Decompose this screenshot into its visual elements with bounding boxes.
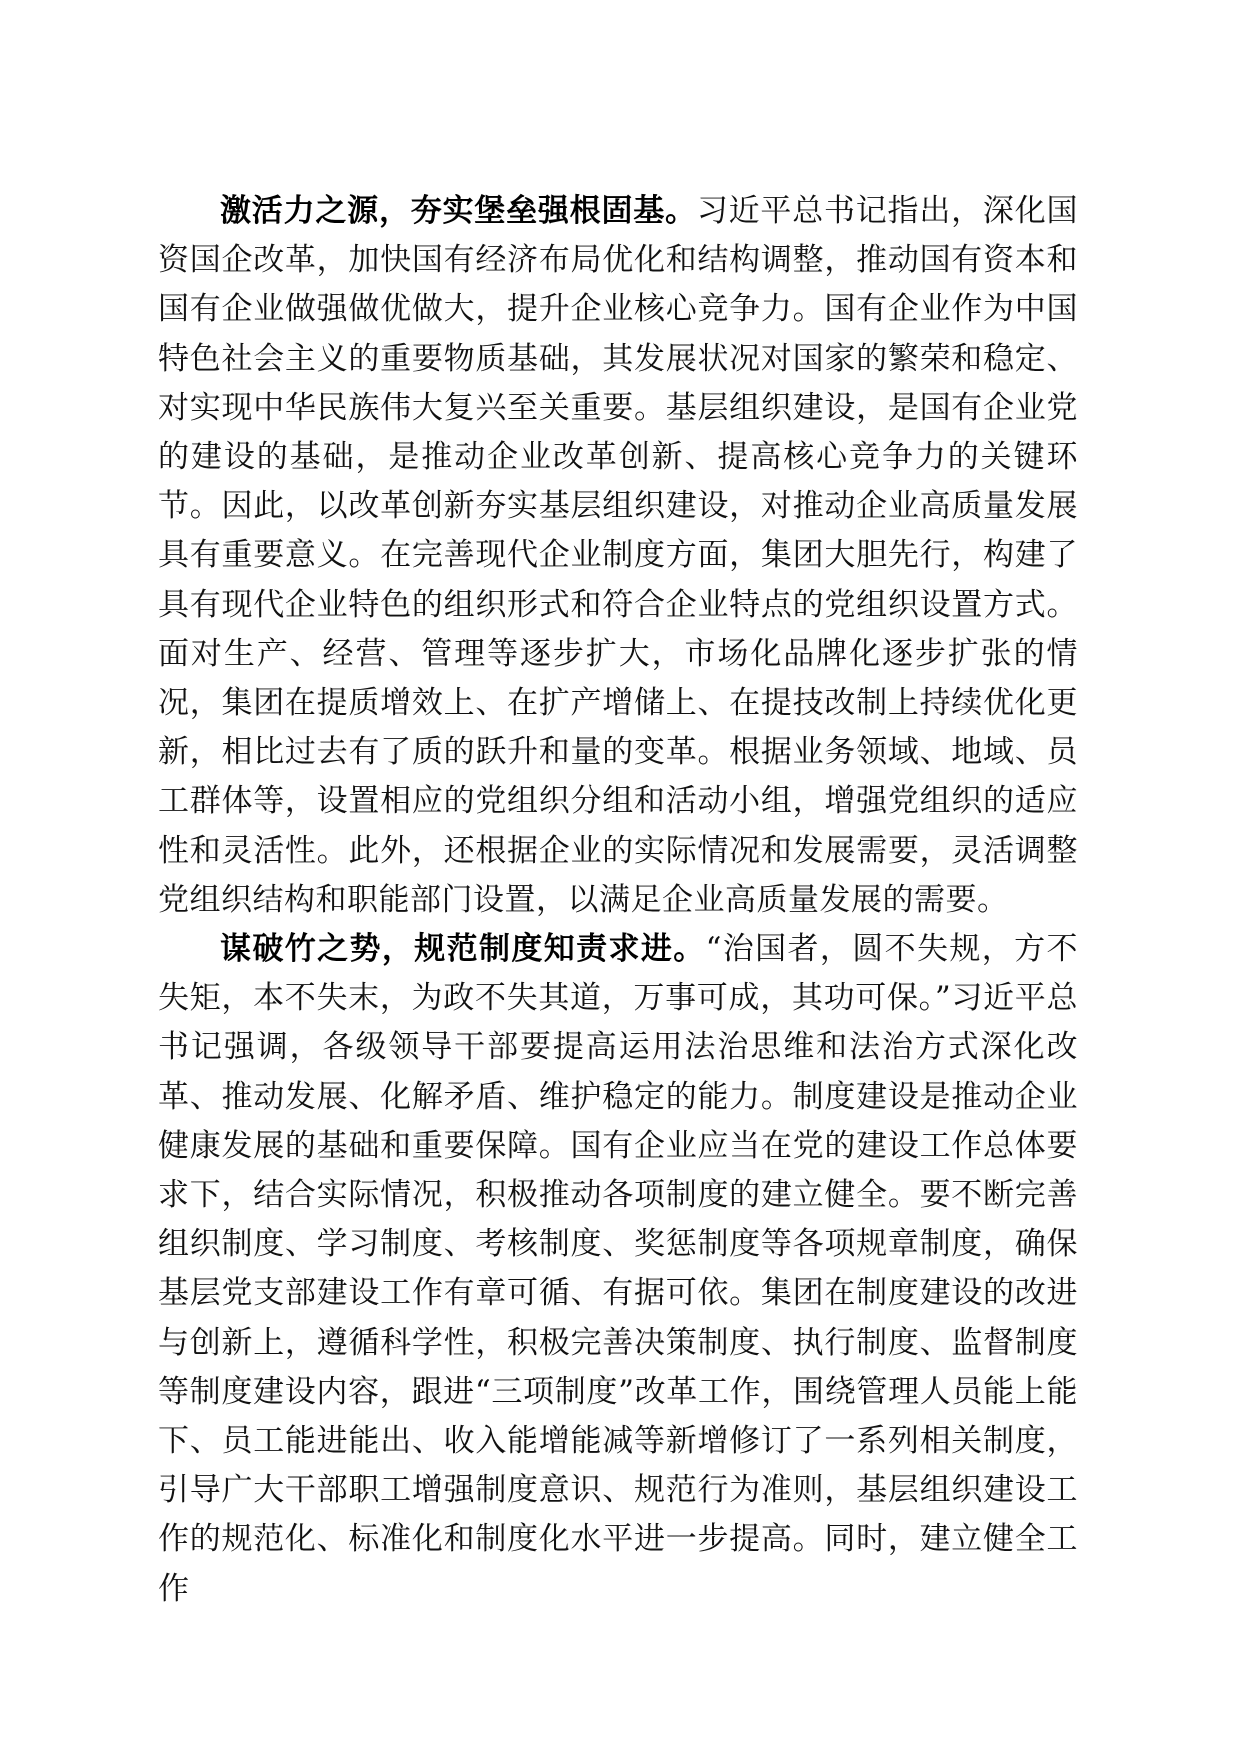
paragraph-1-heading: 激活力之源，夯实堡垒强根固基。 [220, 193, 697, 229]
document-body [158, 187, 1078, 1614]
paragraph-2-heading: 谋破竹之势，规范制度知责求进。 [220, 931, 706, 968]
paragraph-2-text: “治国者，圆不失规，方不失矩，本不失末，为政不失其道，万事可成，其功可保。”习近平总书记强调，各级领导干部要提高运用法治思维和法治方式深化改革、推动发展、化解矛盾、维护稳定的能力。制度建设是推动企业健康发展的基础和重要保障。国有企业应当在党的建设工作总体要求下，结合实际情况，积极推动各项制度的建立健全。要不断完善组织制度、学习制度、考核制度、奖惩制度等各项规章制度，确保基层党支部建设工作有章可循、有据可依。集团在制度建设的改进与创新上，遵循科学性，积极完善决策制度、执行制度、监督制度等制度建设内容，跟进“三项制度”改革工作，围绕管理人员能上能下、员工能进能出、收入能增能减等新增修订了一系列相关制度，引导广大干部职工增强制度意识、规范行为准则，基层组织建设工作的规范化、标准化和制度化水平进一步提高。同时，建立健全工作 [158, 931, 1078, 1607]
paragraph-1-text: 习近平总书记指出，深化国资国企改革，加快国有经济布局优化和结构调整，推动国有资本和国有企业做强做优做大，提升企业核心竞争力。国有企业作为中国特色社会主义的重要物质基础，其发展状况对国家的繁荣和稳定、对实现中华民族伟大复兴至关重要。基层组织建设，是国有企业党的建设的基础，是推动企业改革创新、提高核心竞争力的关键环节。因此，以改革创新夯实基层组织建设，对推动企业高质量发展具有重要意义。在完善现代企业制度方面，集团大胆先行，构建了具有现代企业特色的组织形式和符合企业特点的党组织设置方式。面对生产、经营、管理等逐步扩大，市场化品牌化逐步扩张的情况，集团在提质增效上、在扩产增储上、在提技改制上持续优化更新，相比过去有了质的跃升和量的变革。根据业务领域、地域、员工群体等，设置相应的党组织分组和活动小组，增强党组织的适应性和灵活性。此外，还根据企业的实际情况和发展需要，灵活调整党组织结构和职能部门设置，以满足企业高质量发展的需要。 [158, 193, 1079, 918]
paragraph-1 [158, 187, 1078, 925]
paragraph-2 [158, 925, 1078, 1614]
